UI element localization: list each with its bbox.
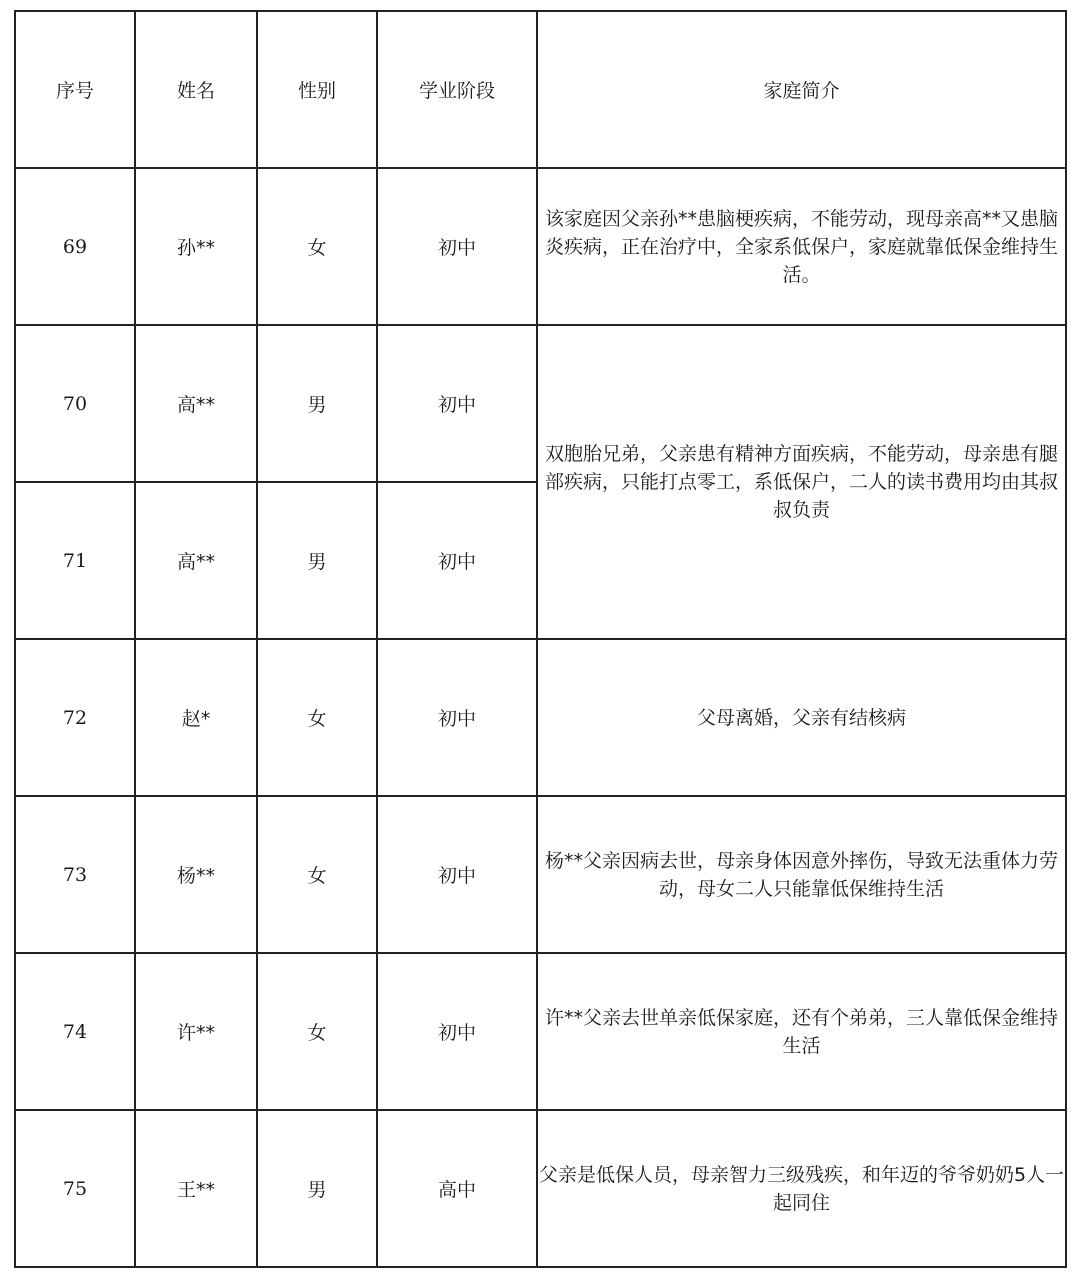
cell-name: 高** — [135, 325, 257, 482]
table-row — [15, 168, 1066, 325]
header-row — [15, 11, 1066, 168]
header-index: 序号 — [15, 11, 135, 168]
cell-stage: 初中 — [377, 482, 537, 639]
cell-gender: 女 — [257, 168, 377, 325]
cell-index: 75 — [15, 1110, 135, 1267]
cell-name: 高** — [135, 482, 257, 639]
cell-family: 该家庭因父亲孙**患脑梗疾病，不能劳动，现母亲高**又患脑炎疾病，正在治疗中，全家系低保户，家庭就靠低保金维持生活。 — [537, 168, 1066, 325]
header-family: 家庭简介 — [537, 11, 1066, 168]
cell-index: 70 — [15, 325, 135, 482]
table-row — [15, 639, 1066, 796]
cell-gender: 男 — [257, 325, 377, 482]
cell-stage: 初中 — [377, 796, 537, 953]
cell-index: 72 — [15, 639, 135, 796]
cell-name: 赵* — [135, 639, 257, 796]
cell-name: 孙** — [135, 168, 257, 325]
cell-gender: 男 — [257, 482, 377, 639]
cell-index: 74 — [15, 953, 135, 1110]
cell-family: 父亲是低保人员，母亲智力三级残疾，和年迈的爷爷奶奶5人一起同住 — [537, 1110, 1066, 1267]
cell-name: 王** — [135, 1110, 257, 1267]
cell-family: 双胞胎兄弟，父亲患有精神方面疾病，不能劳动，母亲患有腿部疾病，只能打点零工，系低保户，二人的读书费用均由其叔叔负责 — [537, 325, 1066, 639]
cell-stage: 初中 — [377, 639, 537, 796]
cell-stage: 初中 — [377, 168, 537, 325]
cell-index: 71 — [15, 482, 135, 639]
cell-family: 父母离婚，父亲有结核病 — [537, 639, 1066, 796]
table-row — [15, 325, 1066, 482]
student-table — [14, 10, 1067, 1268]
cell-stage: 初中 — [377, 325, 537, 482]
cell-index: 73 — [15, 796, 135, 953]
cell-index: 69 — [15, 168, 135, 325]
cell-name: 杨** — [135, 796, 257, 953]
header-gender: 性别 — [257, 11, 377, 168]
table-row — [15, 953, 1066, 1110]
cell-gender: 女 — [257, 639, 377, 796]
table-row — [15, 796, 1066, 953]
cell-gender: 男 — [257, 1110, 377, 1267]
header-stage: 学业阶段 — [377, 11, 537, 168]
cell-name: 许** — [135, 953, 257, 1110]
cell-stage: 初中 — [377, 953, 537, 1110]
table-row — [15, 1110, 1066, 1267]
header-name: 姓名 — [135, 11, 257, 168]
cell-stage: 高中 — [377, 1110, 537, 1267]
cell-gender: 女 — [257, 796, 377, 953]
cell-family: 许**父亲去世单亲低保家庭，还有个弟弟，三人靠低保金维持生活 — [537, 953, 1066, 1110]
cell-family: 杨**父亲因病去世，母亲身体因意外摔伤，导致无法重体力劳动，母女二人只能靠低保维持生活 — [537, 796, 1066, 953]
cell-gender: 女 — [257, 953, 377, 1110]
